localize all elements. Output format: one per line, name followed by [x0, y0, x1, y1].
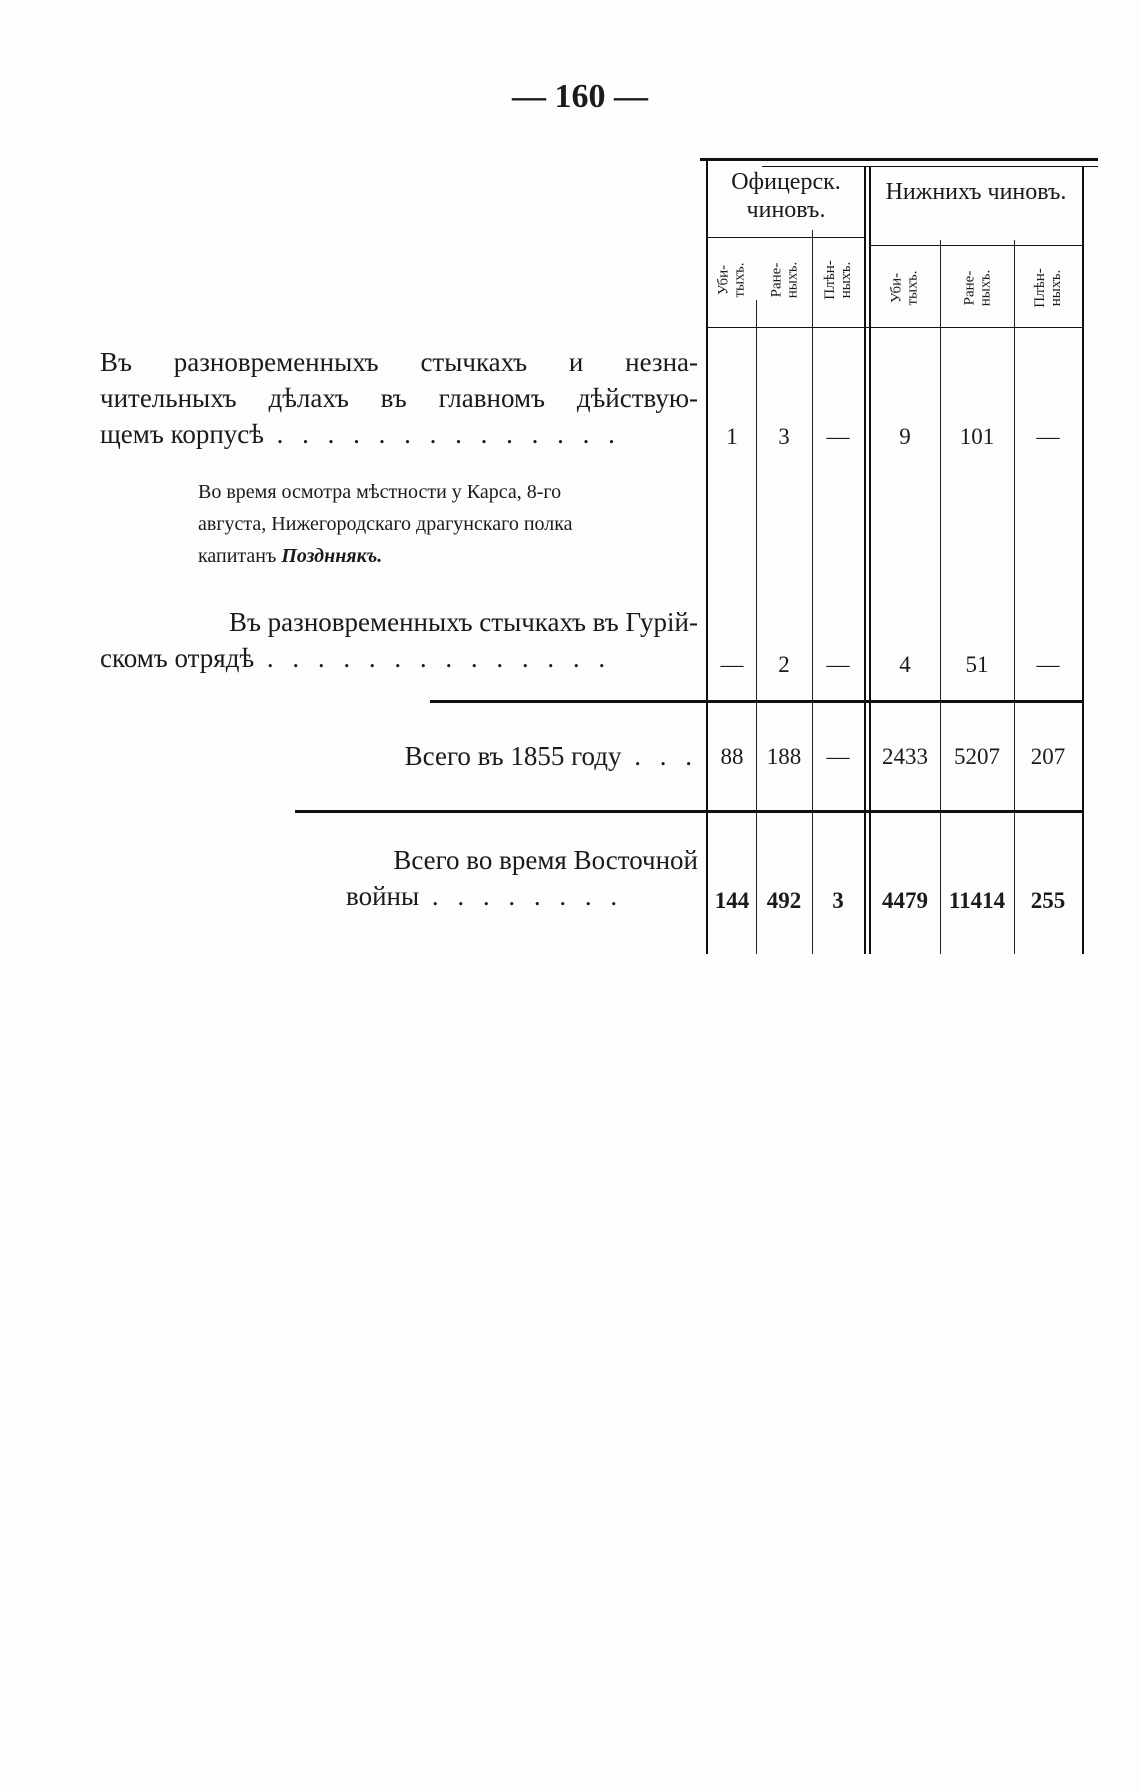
subheader-lower-killed: Уби- тыхъ. [888, 270, 921, 306]
cell-value: — [826, 424, 850, 449]
cell-value: 492 [766, 888, 802, 913]
cell-value: — [826, 744, 850, 769]
cell-value: 1 [726, 424, 738, 449]
header-bottom-rule [708, 327, 1082, 328]
table-top-rule [700, 158, 1098, 161]
note-pozdnyak: Во время осмотра мѣстности у Карса, 8-го августа, Нижегородскаго драгунскаго полка капитанъ Поздннякъ. [198, 481, 573, 567]
total-war-label: Всего во время Восточной войны . . . . . . . . [346, 845, 698, 911]
header-rule [708, 237, 864, 238]
cell-value: 9 [899, 424, 911, 449]
header-rule [870, 245, 1082, 246]
cell-value: — [1036, 424, 1060, 449]
header-lower-ranks: Нижнихъ чиновъ. [885, 179, 1067, 205]
cell-value: 88 [720, 744, 744, 769]
subheader-officers-wounded: Ране- ныхъ. [767, 261, 800, 299]
col-line [940, 240, 941, 954]
header-officers: Офицерск. чиновъ. [731, 169, 841, 223]
cell-value: 255 [1030, 888, 1066, 913]
cell-value: 2 [778, 652, 790, 677]
rule-before-war-total [295, 810, 1082, 813]
col-line [1014, 240, 1015, 954]
total-1855-label: Всего въ 1855 году . . . [404, 741, 698, 771]
rule-before-total-1855 [430, 700, 1082, 703]
col-line [756, 300, 757, 954]
note-name: Поздннякъ. [281, 545, 383, 567]
cell-value: 101 [959, 424, 995, 449]
table-top-rule-thin [762, 166, 1098, 167]
cell-value: — [826, 652, 850, 677]
cell-value: — [1036, 652, 1060, 677]
cell-value: 144 [714, 888, 750, 913]
row-label-guria: Въ разновременныхъ стычкахъ въ Гурій- скомъ отрядѣ . . . . . . . . . . . . . . [100, 607, 698, 673]
cell-value: 188 [766, 744, 802, 769]
subheader-officers-captured: Плѣн- ныхъ. [822, 260, 854, 300]
subheader-lower-wounded: Ране- ныхъ. [960, 269, 993, 307]
cell-value: 3 [778, 424, 790, 449]
cell-value: 2433 [882, 744, 928, 769]
page-number: — 160 — [512, 78, 648, 115]
cell-value: 5207 [954, 744, 1000, 769]
cell-value: 11414 [948, 888, 1006, 913]
col-line [1082, 166, 1084, 954]
cell-value: 4 [899, 652, 911, 677]
row-label-main-corps: Въ разновременныхъ стычкахъ и незна- чительныхъ дѣлахъ въ главномъ дѣйствую- щемъ корпусѣ . . . . . . . . . . . . . . [100, 347, 698, 449]
col-line [864, 166, 866, 954]
subheader-officers-killed: Уби- тыхъ. [715, 262, 748, 298]
cell-value: 207 [1030, 744, 1066, 769]
subheader-lower-captured: Плѣн- ныхъ. [1032, 268, 1064, 308]
col-line [812, 230, 813, 954]
cell-value: 3 [832, 888, 844, 913]
cell-value: — [720, 652, 744, 677]
cell-value: 4479 [882, 888, 928, 913]
cell-value: 51 [965, 652, 989, 677]
